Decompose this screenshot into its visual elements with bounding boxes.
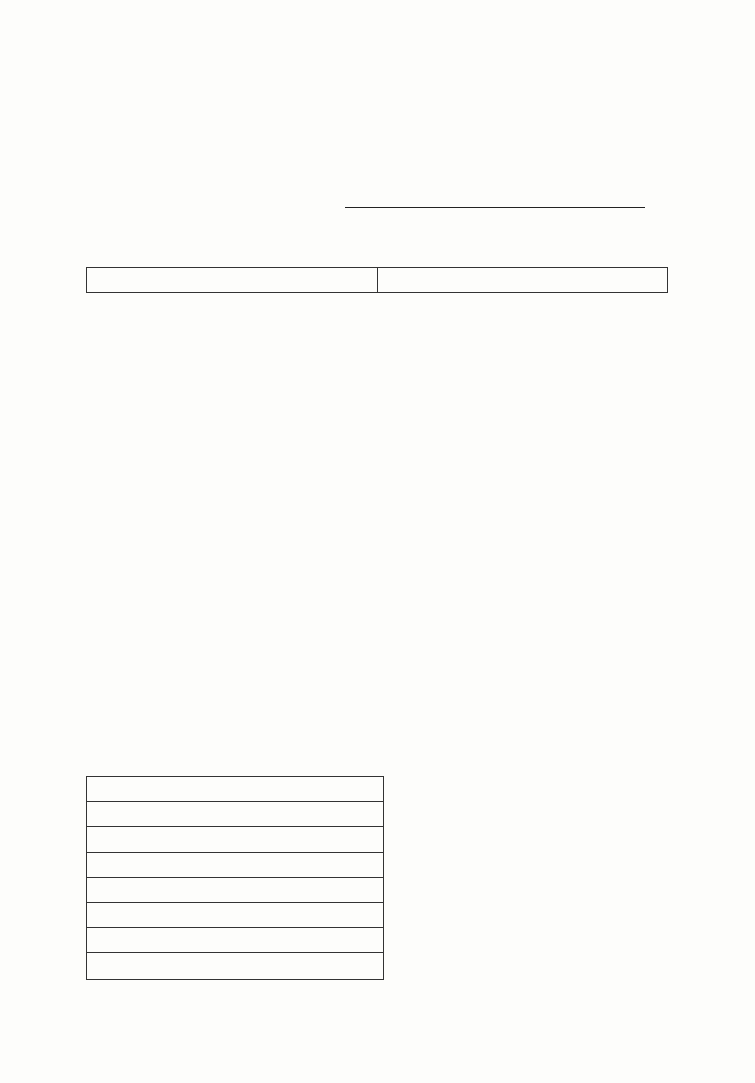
evaluation-line xyxy=(87,827,383,852)
evaluation-line xyxy=(87,903,383,928)
evaluation-line xyxy=(87,878,383,903)
results-table xyxy=(86,267,668,293)
date-line xyxy=(462,848,563,864)
header-item xyxy=(87,268,378,293)
evaluation-line xyxy=(87,802,383,827)
header-result xyxy=(377,268,668,293)
evaluation-box xyxy=(86,776,384,980)
evaluation-line xyxy=(87,953,383,977)
recipient-name-line xyxy=(345,207,645,208)
table-header-row xyxy=(87,268,668,293)
evaluation-line xyxy=(87,928,383,953)
evaluation-line xyxy=(87,777,383,802)
evaluation-line xyxy=(87,853,383,878)
